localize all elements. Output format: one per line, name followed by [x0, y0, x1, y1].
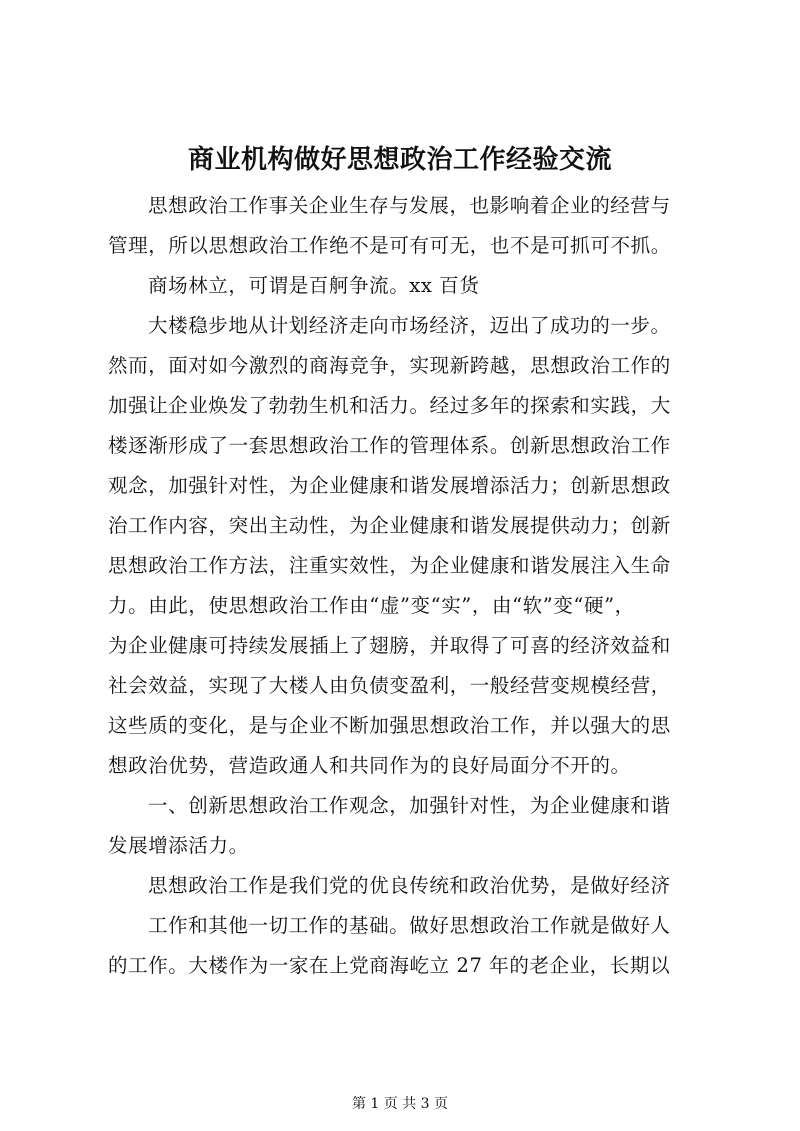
document-title: 商业机构做好思想政治工作经验交流: [187, 145, 612, 175]
body-line: 思想政治工作是我们党的优良传统和政治优势，是做好经济: [148, 874, 671, 897]
body-line: 观念，加强针对性，为企业健康和谐发展增添活力；创新思想政: [108, 474, 671, 497]
body-line: 思想政治工作事关企业生存与发展，也影响着企业的经营与: [148, 194, 671, 217]
section-heading-line: 一、创新思想政治工作观念，加强针对性，为企业健康和谐: [148, 794, 671, 817]
page-number-footer: 第 1 页 共 3 页: [351, 1096, 449, 1112]
section-heading-line: 发展增添活力。: [108, 834, 249, 857]
body-line: 的工作。大楼作为一家在上党商海屹立 27 年的老企业，长期以: [108, 954, 671, 977]
body-line: 商场林立，可谓是百舸争流。xx 百货: [148, 274, 480, 297]
body-line: 想政治优势，营造政通人和共同作为的良好局面分不开的。: [108, 754, 631, 777]
body-line: 思想政治工作方法，注重实效性，为企业健康和谐发展注入生命: [108, 554, 671, 577]
body-line: 楼逐渐形成了一套思想政治工作的管理体系。创新思想政治工作: [108, 434, 671, 457]
body-line: 这些质的变化，是与企业不断加强思想政治工作，并以强大的思: [108, 714, 671, 737]
body-line: 大楼稳步地从计划经济走向市场经济，迈出了成功的一步。: [148, 314, 671, 337]
body-line: 然而，面对如今激烈的商海竞争，实现新跨越，思想政治工作的: [108, 354, 671, 377]
body-line: 力。由此，使思想政治工作由“虚”变“实”，由“软”变“硬”，: [108, 594, 635, 617]
body-line: 为企业健康可持续发展插上了翅膀，并取得了可喜的经济效益和: [108, 634, 671, 657]
body-line: 治工作内容，突出主动性，为企业健康和谐发展提供动力；创新: [108, 514, 671, 537]
body-line: 加强让企业焕发了勃勃生机和活力。经过多年的探索和实践，大: [108, 394, 671, 417]
body-line: 管理，所以思想政治工作绝不是可有可无，也不是可抓可不抓。: [108, 234, 671, 257]
body-line: 社会效益，实现了大楼人由负债变盈利，一般经营变规模经营，: [108, 674, 671, 697]
body-line: 工作和其他一切工作的基础。做好思想政治工作就是做好人: [148, 914, 671, 937]
